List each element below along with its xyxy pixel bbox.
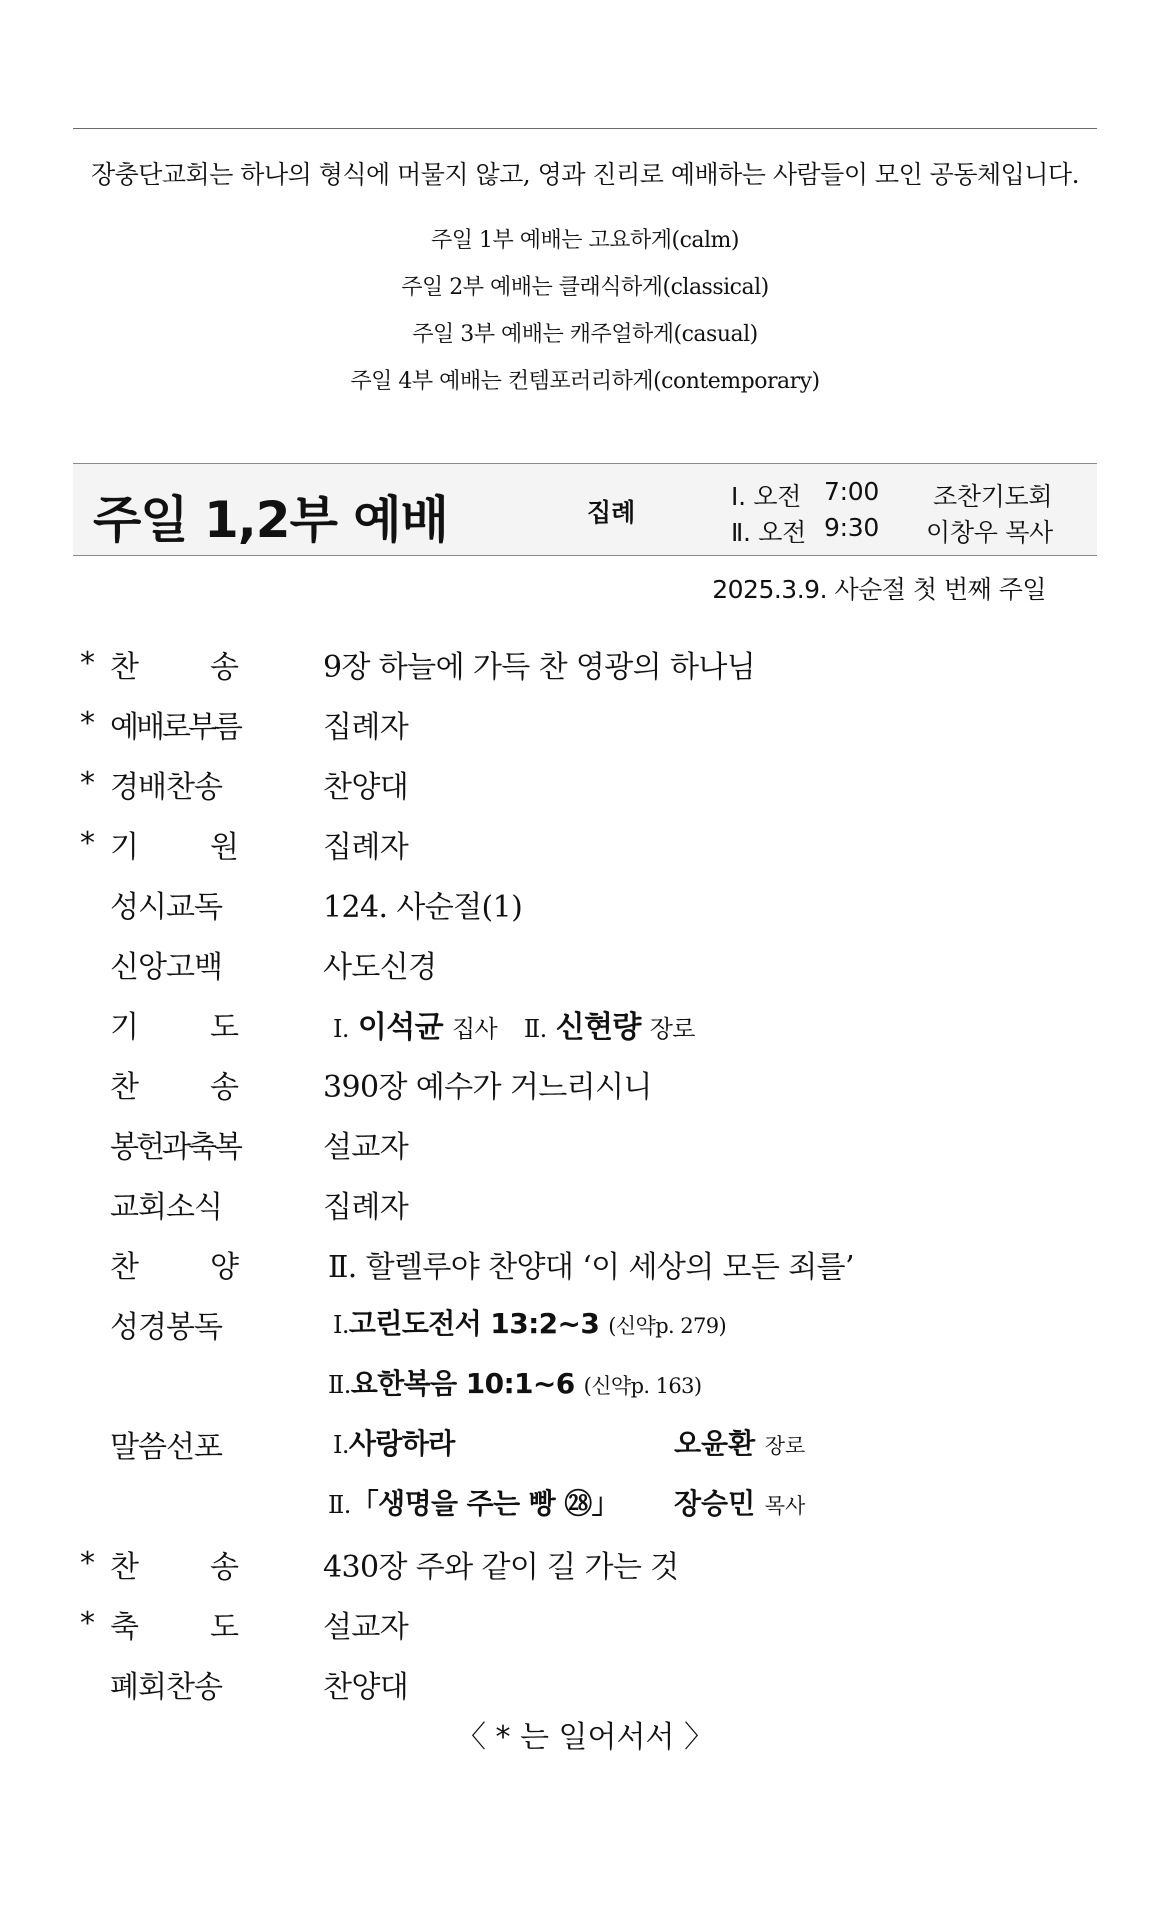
order-row xyxy=(0,1536,1170,1592)
service-date: 2025.3.9. 사순절 첫 번째 주일 xyxy=(712,575,1046,604)
order-content: 390장 예수가 거느리시니 xyxy=(323,1070,652,1105)
order-content: 집례자 xyxy=(323,1190,409,1225)
order-content: 9장 하늘에 가득 찬 영광의 하나님 xyxy=(323,650,756,685)
order-content: 집례자 xyxy=(323,710,409,745)
standing-mark: * xyxy=(80,706,95,741)
order-label: 말씀선포 xyxy=(110,1430,222,1465)
order-content: Ⅱ. 할렐루야 찬양대 ‘이 세상의 모든 죄를’ xyxy=(328,1250,854,1285)
schedule-leader-2: 이창우 목사 xyxy=(926,518,1053,547)
order-content: 찬양대 xyxy=(323,770,409,805)
order-label: 봉헌과축복 xyxy=(110,1130,240,1165)
order-row xyxy=(0,876,1170,932)
order-row xyxy=(0,1476,1170,1532)
church-intro: 장충단교회는 하나의 형식에 머물지 않고, 영과 진리로 예배하는 사람들이 모인 공동체입니다. xyxy=(90,160,1080,189)
order-content: 설교자 xyxy=(323,1610,409,1645)
standing-mark: * xyxy=(80,1546,95,1581)
order-label: 기 원 xyxy=(110,830,238,865)
order-row xyxy=(0,1176,1170,1232)
sermon-title-2: Ⅱ.「생명을 주는 빵 ㉘」 xyxy=(328,1487,620,1520)
order-label: 성경봉독 xyxy=(110,1310,222,1345)
service-style-3: 주일 3부 예배는 캐주얼하게(casual) xyxy=(412,322,758,347)
standing-mark: * xyxy=(80,826,95,861)
order-row xyxy=(0,936,1170,992)
schedule-part-2: Ⅱ. 오전 xyxy=(731,518,806,547)
order-label: 경배찬송 xyxy=(110,770,222,805)
order-content: 124. 사순절(1) xyxy=(323,890,523,925)
order-label: 축 도 xyxy=(110,1610,238,1645)
order-label: 성시교독 xyxy=(110,890,222,925)
order-label: 교회소식 xyxy=(110,1190,222,1225)
order-row xyxy=(0,1116,1170,1172)
standing-mark: * xyxy=(80,1606,95,1641)
order-content: 430장 주와 같이 길 가는 것 xyxy=(323,1550,679,1585)
order-content: 집례자 xyxy=(323,830,409,865)
prayer-leaders: Ⅰ. 이석균 집사 Ⅱ. 신현량 장로 xyxy=(333,1010,695,1045)
order-row xyxy=(0,816,1170,872)
service-header xyxy=(73,463,1097,556)
service-style-2: 주일 2부 예배는 클래식하게(classical) xyxy=(401,275,769,300)
standing-mark: * xyxy=(80,766,95,801)
preacher-1: 오윤환 장로 xyxy=(674,1427,806,1460)
presider-label: 집례 xyxy=(587,498,636,527)
top-divider xyxy=(73,128,1097,129)
service-style-4: 주일 4부 예배는 컨템포러리하게(contemporary) xyxy=(350,369,820,394)
scripture-reading-1: Ⅰ.고린도전서 13:2~3 (신약p. 279) xyxy=(333,1307,727,1340)
order-row xyxy=(0,1596,1170,1652)
order-label: 찬 송 xyxy=(110,650,238,685)
standing-mark: * xyxy=(80,646,95,681)
order-label: 예배로부름 xyxy=(110,710,240,745)
sermon-title-1: Ⅰ.사랑하라 xyxy=(333,1427,455,1460)
order-content: 찬양대 xyxy=(323,1670,409,1705)
order-row xyxy=(0,1656,1170,1712)
scripture-reading-2: Ⅱ.요한복음 10:1~6 (신약p. 163) xyxy=(328,1367,702,1400)
order-row xyxy=(0,1416,1170,1472)
order-label: 찬 양 xyxy=(110,1250,238,1285)
schedule-part-1: Ⅰ. 오전 xyxy=(731,482,802,511)
service-style-1: 주일 1부 예배는 고요하게(calm) xyxy=(431,228,739,253)
order-row xyxy=(0,696,1170,752)
standing-note: 〈 * 는 일어서서 〉 xyxy=(455,1720,715,1755)
service-title: 주일 1,2부 예배 xyxy=(93,491,448,549)
order-content: 사도신경 xyxy=(323,950,437,985)
order-row xyxy=(0,1356,1170,1412)
order-row xyxy=(0,636,1170,692)
order-label: 찬 송 xyxy=(110,1550,238,1585)
order-label: 찬 송 xyxy=(110,1070,238,1105)
schedule-leader-1: 조찬기도회 xyxy=(933,482,1053,511)
order-row xyxy=(0,1296,1170,1352)
schedule-time-2: 9:30 xyxy=(824,513,879,542)
order-label: 신앙고백 xyxy=(110,950,222,985)
preacher-2: 장승민 목사 xyxy=(674,1487,806,1520)
order-content: 설교자 xyxy=(323,1130,409,1165)
order-row xyxy=(0,996,1170,1052)
order-row xyxy=(0,1056,1170,1112)
schedule-time-1: 7:00 xyxy=(824,477,879,506)
order-label: 기 도 xyxy=(110,1010,238,1045)
order-label: 폐회찬송 xyxy=(110,1670,222,1705)
order-row xyxy=(0,756,1170,812)
order-row xyxy=(0,1236,1170,1292)
